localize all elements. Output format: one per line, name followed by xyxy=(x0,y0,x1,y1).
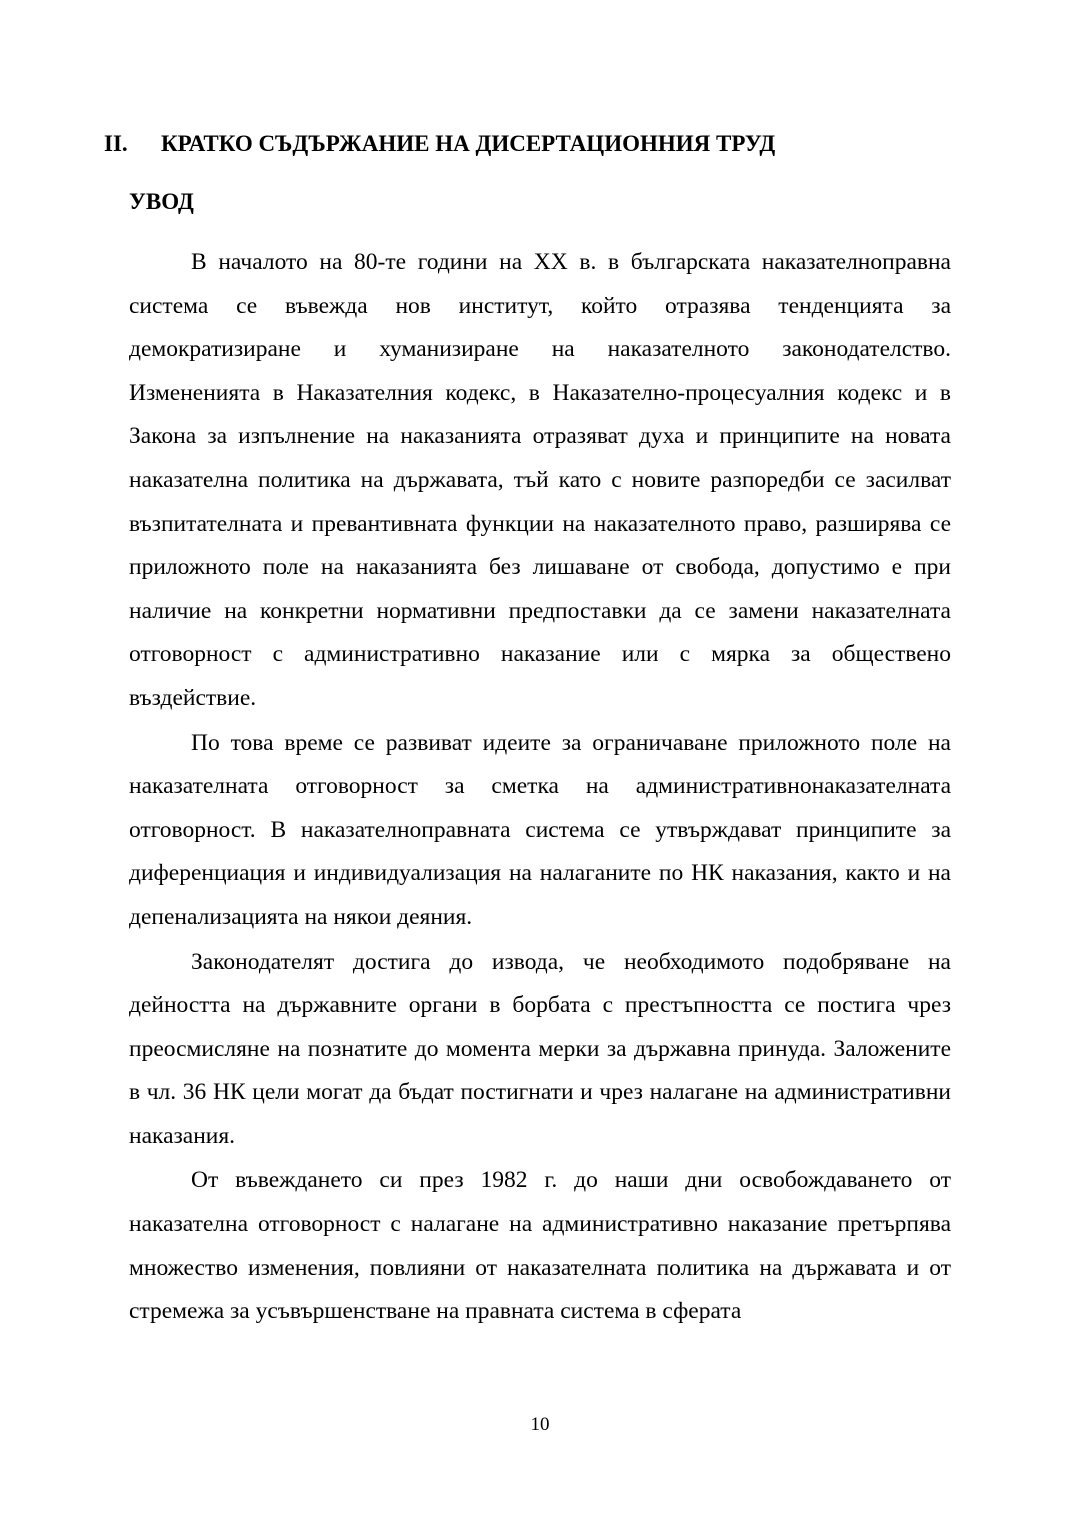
body-text xyxy=(129,241,951,1335)
section-number: II. xyxy=(104,131,128,156)
paragraph-3: Законодателят достига до извода, че необходимото подобряване на дейността на държавните органи в борбата с престъпността се постига чрез преосмисляне на познатите до момента мерки за държавна принуда. Заложените в чл. 36 НК цели могат да бъдат постигнати и чрез налагане на административни наказания. xyxy=(129,948,951,1149)
subsection-title: УВОД xyxy=(129,189,194,214)
paragraph-2: По това време се развиват идеите за ограничаване приложното поле на наказателната отговорност за сметка на административнонаказателната отговорност. В наказателноправната система се утвърждават принципите за диференциация и индивидуализация на налаганите по НК наказания, както и на депенализацията на някои деяния. xyxy=(129,729,951,930)
section-title: КРАТКО СЪДЪРЖАНИЕ НА ДИСЕРТАЦИОННИЯ ТРУД xyxy=(161,131,776,156)
page-number: 10 xyxy=(530,1414,550,1435)
paragraph-4: От въвеждането си през 1982 г. до наши дни освобождаването от наказателна отговорност с налагане на административно наказание претърпява множество изменения, повлияни от наказателната политика на държавата и от стремежа за усъвършенстване на правната система в сферата xyxy=(129,1167,951,1325)
paragraph-1: В началото на 80-те години на XX в. в българската наказателноправна система се въвежда нов институт, който отразява тенденцията за демократизиране и хуманизиране на наказателното законодателство. Измененията в Наказателния кодекс, в Наказателно-процесуалния кодекс и в Закона за изпълнение на наказанията отразяват духа и принципите на новата наказателна политика на държавата, тъй като с новите разпоредби се засилват възпитателната и превантивната функции на наказателното право, разширява се приложното поле на наказанията без лишаване от свобода, допустимо е при наличие на конкретни нормативни предпоставки да се замени наказателната отговорност с административно наказание или с мярка за обществено въздействие. xyxy=(129,249,951,711)
section-heading xyxy=(104,126,775,162)
